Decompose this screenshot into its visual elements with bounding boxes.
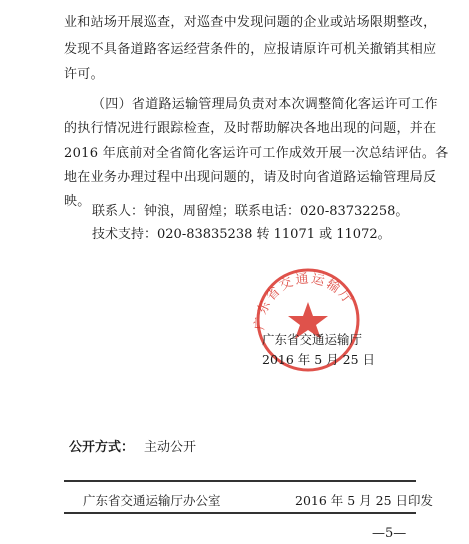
body-line-1: 业和站场开展巡查，对巡查中发现问题的企业或站场限期整改， <box>64 15 437 30</box>
body-line-7: 地在业务办理过程中出现问题的，请及时向省道路运输管理局反 <box>64 170 437 185</box>
footer-date: 2016 年 5 月 25 日印发 <box>295 493 434 508</box>
signature-date: 2016 年 5 月 25 日 <box>262 352 376 367</box>
body-line-3: 许可。 <box>64 67 104 82</box>
body-line-8: 映。 <box>64 194 91 209</box>
disclosure-label: 公开方式： <box>69 440 135 455</box>
disclosure-line <box>69 436 196 455</box>
footer-bottom-rule <box>64 512 416 514</box>
page-number: —5— <box>372 526 407 541</box>
footer-issuer: 广东省交通运输厅办公室 <box>83 493 221 508</box>
footer-top-rule <box>64 480 416 482</box>
body-line-2: 发现不具备道路客运经营条件的，应报请原许可机关撤销其相应 <box>64 42 437 57</box>
tech-support-line: 技术支持：020-83835238 转 11071 或 11072。 <box>92 227 391 242</box>
body-line-6: 2016 年底前对全省简化客运许可工作成效开展一次总结评估。各 <box>64 146 449 161</box>
body-line-5: 的执行情况进行跟踪检查，及时帮助解决各地出现的问题，并在 <box>64 121 437 136</box>
contact-line: 联系人：钟浪，周留煌；联系电话：020-83732258。 <box>92 204 409 219</box>
signature-org: 广东省交通运输厅 <box>262 332 363 347</box>
disclosure-value: 主动公开 <box>144 440 197 455</box>
seal-text: 广东省交通运输厅 <box>252 271 357 331</box>
body-line-4: （四）省道路运输管理局负责对本次调整简化客运许可工作 <box>92 97 438 112</box>
